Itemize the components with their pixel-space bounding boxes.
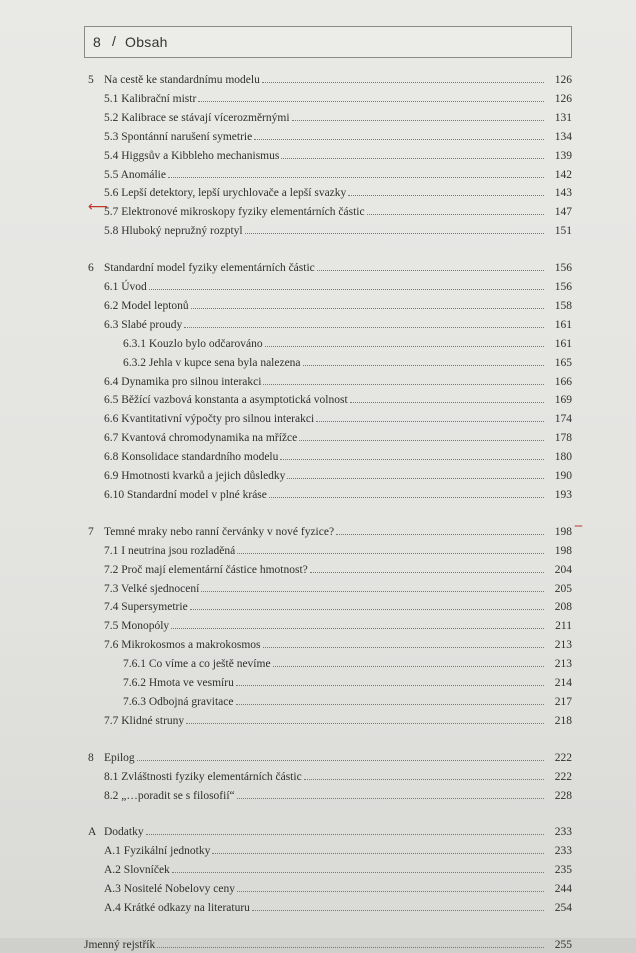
entry-page: 235 (554, 864, 572, 877)
entry-page: 143 (554, 187, 572, 200)
section-row (104, 468, 572, 484)
entry-title: Jmenný rejstřík (84, 938, 156, 951)
entry-title: 6.7 Kvantová chromodynamika na mřížce (104, 432, 298, 445)
dot-leader (157, 946, 544, 948)
entry-title: 6.3 Slabé proudy (104, 318, 183, 331)
section-row (104, 204, 572, 220)
entry-page: 142 (554, 168, 572, 181)
dot-leader (263, 646, 544, 648)
entry-title: 7.2 Proč mají elementární částice hmotnost? (104, 563, 308, 576)
chapter-number: A (88, 826, 97, 839)
section-row (104, 223, 572, 239)
section-row (104, 881, 572, 897)
section-row (104, 618, 572, 634)
chapter-number: 7 (88, 525, 94, 538)
entry-title: 6.1 Úvod (104, 281, 147, 293)
section-row (104, 449, 572, 465)
entry-title: 6.2 Model leptonů (104, 299, 189, 312)
section-row (104, 581, 572, 597)
section-row (104, 411, 572, 427)
dot-leader (237, 890, 544, 892)
dot-leader (201, 590, 544, 592)
entry-title: A.2 Slovníček (104, 864, 170, 877)
dot-leader (299, 439, 544, 441)
dot-leader (168, 176, 544, 178)
entry-page: 174 (554, 413, 572, 426)
chapter-row (88, 260, 572, 276)
dot-leader (172, 871, 544, 873)
entry-page: 158 (554, 299, 572, 312)
dot-leader (269, 496, 544, 498)
entry-title: 7.6.3 Odbojná gravitace (123, 695, 234, 708)
dot-leader (190, 608, 544, 610)
entry-title: A.4 Krátké odkazy na literaturu (104, 902, 250, 914)
dot-leader (252, 909, 544, 911)
dot-leader (198, 100, 544, 102)
section-row (104, 317, 572, 333)
entry-title: 5.7 Elektronové mikroskopy fyziky elementárních částic (104, 206, 365, 219)
entry-page: 205 (554, 582, 572, 595)
entry-title: 6.10 Standardní model v plné kráse (104, 488, 267, 501)
entry-page: 147 (554, 206, 572, 219)
entry-page: 233 (554, 826, 572, 839)
entry-page: 134 (554, 130, 572, 143)
entry-title: 5.1 Kalibrační mistr (104, 92, 197, 105)
dot-leader (367, 213, 544, 215)
chapter-row (88, 750, 572, 766)
section-row (104, 298, 572, 314)
subsection-row (123, 656, 572, 672)
section-row (104, 129, 572, 145)
section-row (104, 900, 572, 916)
entry-page: 214 (554, 677, 572, 689)
dot-leader (171, 627, 544, 629)
entry-page: 180 (554, 451, 572, 464)
entry-page: 198 (554, 525, 572, 538)
entry-page: 161 (554, 337, 572, 350)
pencil-mark-right-icon: ‒ (574, 518, 583, 534)
index-row (84, 937, 572, 953)
dot-leader (317, 269, 544, 271)
section-row (104, 91, 572, 107)
entry-page: 254 (554, 902, 572, 914)
entry-title: 8.2 „…poradit se s filosofií“ (104, 789, 235, 802)
entry-page: 156 (554, 281, 572, 293)
section-row (104, 487, 572, 503)
entry-title: 7.6.1 Co víme a co ještě nevíme (123, 658, 271, 671)
section-row (104, 713, 572, 729)
dot-leader (237, 552, 544, 554)
page-number: 8 (93, 34, 101, 50)
section-row (104, 392, 572, 408)
section-row (104, 843, 572, 859)
section-row (104, 148, 572, 164)
header-title: Obsah (125, 34, 168, 50)
section-row (104, 543, 572, 559)
dot-leader (236, 703, 545, 705)
dot-leader (265, 345, 544, 347)
entry-page: 151 (554, 225, 572, 238)
entry-page: 244 (554, 883, 572, 896)
entry-page: 211 (555, 620, 572, 633)
chapter-number: 6 (88, 262, 94, 275)
entry-title: Na cestě ke standardnímu modelu (104, 74, 260, 86)
section-row (104, 769, 572, 785)
entry-page: 161 (554, 318, 572, 331)
section-row (104, 374, 572, 390)
dot-leader (287, 477, 544, 479)
dot-leader (273, 665, 544, 667)
entry-page: 131 (554, 111, 572, 124)
entry-title: 7.6.2 Hmota ve vesmíru (123, 677, 234, 689)
chapter-row (88, 524, 572, 540)
section-row (104, 637, 572, 653)
entry-page: 169 (554, 394, 572, 407)
entry-page: 190 (554, 470, 572, 482)
entry-title: 5.3 Spontánní narušení symetrie (104, 130, 253, 143)
entry-title: 5.6 Lepší detektory, lepší urychlovače a lepší svazky (104, 187, 347, 200)
entry-title: 7.6 Mikrokosmos a makrokosmos (104, 639, 261, 652)
entry-title: Standardní model fyziky elementárních částic (104, 262, 315, 275)
entry-page: 222 (554, 770, 572, 783)
entry-title: A.1 Fyzikální jednotky (104, 845, 211, 858)
entry-title: Epilog (104, 751, 135, 764)
dot-leader (262, 81, 544, 83)
subsection-row (123, 694, 572, 710)
dot-leader (186, 722, 544, 724)
entry-page: 208 (554, 601, 572, 614)
section-row (104, 862, 572, 878)
entry-page: 233 (554, 845, 572, 858)
entry-title: 7.5 Monopóly (104, 620, 170, 633)
entry-title: 5.4 Higgsův a Kibbleho mechanismus (104, 149, 280, 162)
entry-title: 7.4 Supersymetrie (104, 601, 188, 614)
entry-page: 228 (554, 789, 572, 802)
entry-title: 6.3.2 Jehla v kupce sena byla nalezena (123, 356, 301, 369)
entry-title: 6.5 Běžící vazbová konstanta a asymptotická volnost (104, 394, 348, 407)
subsection-row (123, 675, 572, 691)
entry-title: 8.1 Zvláštnosti fyziky elementárních částic (104, 770, 302, 783)
dot-leader (263, 383, 544, 385)
entry-page: 166 (554, 375, 572, 388)
entry-title: 5.5 Anomálie (104, 168, 166, 181)
dot-leader (137, 759, 544, 761)
entry-page: 213 (554, 639, 572, 652)
entry-title: 6.9 Hmotnosti kvarků a jejich důsledky (104, 470, 286, 482)
entry-page: 165 (554, 356, 572, 369)
entry-page: 126 (554, 74, 572, 86)
entry-title: 6.6 Kvantitativní výpočty pro silnou interakci (104, 413, 315, 426)
entry-page: 255 (554, 938, 572, 951)
section-row (104, 279, 572, 295)
entry-title: 6.4 Dynamika pro silnou interakci (104, 375, 262, 388)
subsection-row (123, 355, 572, 371)
entry-page: 217 (554, 695, 572, 708)
section-row (104, 562, 572, 578)
dot-leader (149, 288, 544, 290)
entry-page: 126 (554, 92, 572, 105)
header-separator: / (112, 33, 116, 49)
dot-leader (280, 458, 544, 460)
dot-leader (310, 571, 544, 573)
entry-page: 204 (554, 563, 572, 576)
chapter-number: 8 (88, 751, 94, 764)
dot-leader (316, 420, 544, 422)
dot-leader (303, 364, 544, 366)
entry-title: Dodatky (104, 826, 144, 839)
entry-page: 222 (554, 751, 572, 764)
entry-title: 6.8 Konsolidace standardního modelu (104, 451, 279, 464)
pencil-mark-left-icon: ⟵ (88, 199, 109, 215)
entry-title: 5.2 Kalibrace se stávají vícerozměrnými (104, 111, 290, 124)
dot-leader (236, 684, 544, 686)
dot-leader (254, 138, 544, 140)
dot-leader (184, 326, 544, 328)
entry-title: 7.3 Velké sjednocení (104, 582, 200, 595)
section-row (104, 110, 572, 126)
entry-page: 218 (554, 714, 572, 727)
entry-title: 7.1 I neutrina jsou rozladěná (104, 544, 236, 557)
dot-leader (292, 119, 544, 121)
entry-page: 193 (554, 488, 572, 501)
entry-title: A.3 Nositelé Nobelovy ceny (104, 883, 235, 896)
dot-leader (304, 778, 544, 780)
entry-page: 139 (554, 149, 572, 162)
chapter-number: 5 (88, 74, 94, 86)
section-row (104, 167, 572, 183)
chapter-row (88, 824, 572, 840)
dot-leader (348, 194, 544, 196)
section-row (104, 599, 572, 615)
dot-leader (146, 833, 544, 835)
entry-page: 156 (554, 262, 572, 275)
chapter-row (88, 72, 572, 88)
dot-leader (212, 852, 544, 854)
entry-page: 198 (554, 544, 572, 557)
entry-title: 7.7 Klidné struny (104, 714, 185, 727)
section-row (104, 185, 572, 201)
section-row (104, 788, 572, 804)
entry-title: Temné mraky nebo ranní červánky v nové fyzice? (104, 525, 335, 538)
dot-leader (350, 401, 544, 403)
entry-title: 5.8 Hluboký nepružný rozptyl (104, 225, 243, 238)
entry-title: 6.3.1 Kouzlo bylo odčarováno (123, 337, 263, 350)
dot-leader (281, 157, 544, 159)
dot-leader (191, 307, 544, 309)
dot-leader (245, 232, 544, 234)
section-row (104, 430, 572, 446)
subsection-row (123, 336, 572, 352)
dot-leader (237, 797, 544, 799)
entry-page: 213 (554, 658, 572, 671)
dot-leader (336, 533, 544, 535)
entry-page: 178 (554, 432, 572, 445)
